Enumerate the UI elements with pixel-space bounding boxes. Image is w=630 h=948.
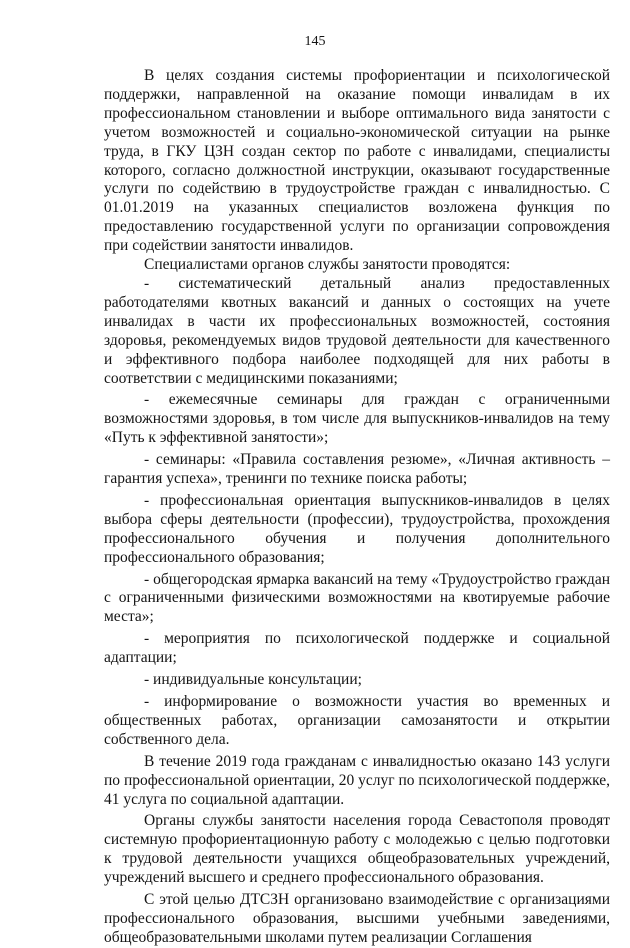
paragraph-youth-guidance: Органы службы занятости населения города Севастополя проводят системную профориентационную работу с молодежью с целью подготовки к трудовой деятельности учащихся общеобразовательных учреждений, учреждений высшего и среднего профессионального образования.: [104, 812, 610, 887]
list-item-monthly-seminars: - ежемесячные семинары для граждан с ограниченными возможностями здоровья, в том числе для выпускников-инвалидов на тему «Путь к эффективной занятости»;: [104, 391, 610, 447]
list-item-career-guidance: - профессиональная ориентация выпускников-инвалидов в целях выбора сферы деятельности (профессии), трудоустройства, прохождения профессионального обучения и получения дополнительного профессионального образования;: [104, 491, 610, 566]
document-body: [104, 67, 610, 948]
paragraph-activities-intro: Специалистами органов службы занятости проводятся:: [144, 256, 511, 274]
list-item-seminars: - семинары: «Правила составления резюме», «Личная активность – гарантия успеха», тренинги по технике поиска работы;: [104, 451, 610, 488]
list-item-analysis: - систематический детальный анализ предоставленных работодателями квотных вакансий и данных о состоящих на учете инвалидах в части их профессиональных возможностей, состояния здоровья, рекомендуемых видов трудовой деятельности для качественного и эффективного подбора наиболее подходящей для них работы в соответствии с медицинскими показаниями;: [104, 274, 610, 387]
paragraph-cooperation: С этой целью ДТСЗН организовано взаимодействие с организациями профессионального образования, высшими учебными заведениями, общеобразовательными школами путем реализации Соглашения: [104, 891, 610, 946]
list-item-psychological-support: - мероприятия по психологической поддержке и социальной адаптации;: [104, 630, 610, 667]
list-item-consultations: - индивидуальные консультации;: [144, 671, 362, 689]
page-number: 145: [304, 34, 326, 49]
paragraph-2019-results: В течение 2019 года гражданам с инвалидностью оказано 143 услуги по профессиональной ориентации, 20 услуг по психологической поддержке, 41 услуга по социальной адаптации.: [104, 752, 610, 808]
paragraph-sector-creation: В целях создания системы профориентации и психологической поддержки, направленной на оказание помощи инвалидам в их профессиональном становлении и выборе оптимального вида занятости с учетом возможностей и социально-экономической ситуации на рынке труда, в ГКУ ЦЗН создан сектор по работе с инвалидами, специалисты которого, согласно должностной инструкции, оказывают государственные услуги по содействию в трудоустройстве граждан с инвалидностью. С 01.01.2019 на указанных специалистов возложена функция по предоставлению государственной услуги по организации сопровождения при содействии занятости инвалидов.: [104, 67, 610, 255]
list-item-job-fair: - общегородская ярмарка вакансий на тему «Трудоустройство граждан с ограниченными физическими возможностями на квотируемые рабочие места»;: [104, 570, 610, 626]
list-item-informing: - информирование о возможности участия во временных и общественных работах, организации самозанятости и открытии собственного дела.: [104, 693, 610, 748]
